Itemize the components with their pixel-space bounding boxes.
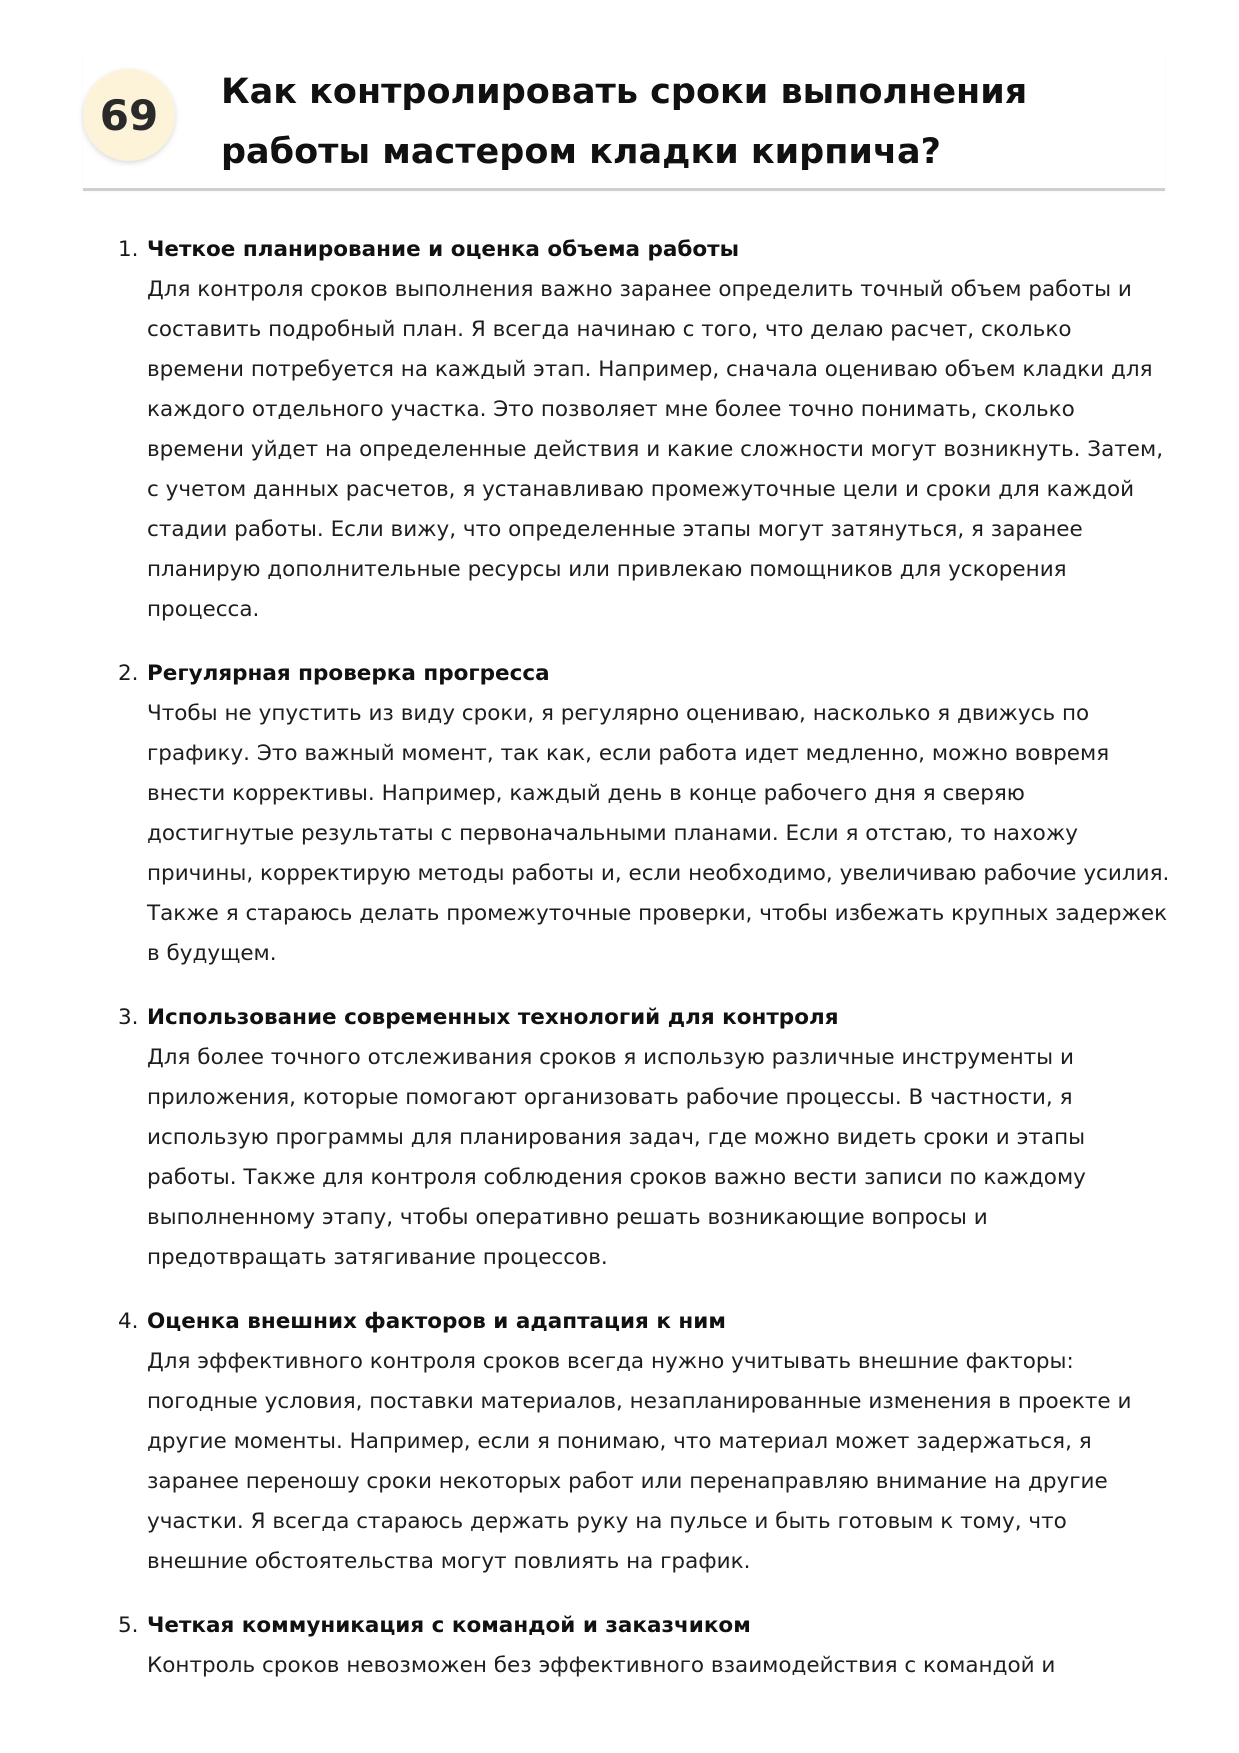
page-header — [83, 52, 1165, 191]
item-body: Для контроля сроков выполнения важно заранее определить точный объем работы и составить подробный план. Я всегда начинаю с того, что делаю расчет, сколько времени потребуется на каждый этап. Например, сначала оцениваю объем кладки для каждого отдельного участка. Это позволяет мне более точно понимать, сколько времени уйдет на определенные действия и какие сложности могут возникнуть. Затем, с учетом данных расчетов, я устанавливаю промежуточные цели и сроки для каждой стадии работы. Если вижу, что определенные этапы могут затянуться, я заранее планирую дополнительные ресурсы или привлекаю помощников для ускорения процесса. — [147, 277, 1164, 622]
item-number: 4. — [118, 1309, 139, 1334]
list-item — [110, 1606, 1170, 1686]
item-number: 3. — [118, 1005, 139, 1030]
item-heading: Регулярная проверка прогресса — [147, 661, 550, 686]
item-heading: Четкая коммуникация с командой и заказчиком — [147, 1613, 751, 1638]
item-number: 5. — [118, 1613, 139, 1638]
list-item — [110, 998, 1170, 1278]
item-body: Для более точного отслеживания сроков я использую различные инструменты и приложения, которые помогают организовать рабочие процессы. В частности, я использую программы для планирования задач, где можно видеть сроки и этапы работы. Также для контроля соблюдения сроков важно вести записи по каждому выполненному этапу, чтобы оперативно решать возникающие вопросы и предотвращать затягивание процессов. — [147, 1045, 1086, 1270]
list-item — [110, 230, 1170, 630]
answer-list — [110, 230, 1170, 1710]
page-title: Как контролировать сроки выполнения работы мастером кладки кирпича? — [221, 72, 1028, 172]
item-heading: Оценка внешних факторов и адаптация к ним — [147, 1309, 726, 1334]
item-body: Контроль сроков невозможен без эффективного взаимодействия с командой и — [147, 1653, 1056, 1678]
item-heading: Четкое планирование и оценка объема работы — [147, 237, 740, 262]
item-body: Чтобы не упустить из виду сроки, я регулярно оцениваю, насколько я движусь по графику. Это важный момент, так как, если работа идет медленно, можно вовремя внести коррективы. Например, каждый день в конце рабочего дня я сверяю достигнутые результаты с первоначальными планами. Если я отстаю, то нахожу причины, корректирую методы работы и, если необходимо, увеличиваю рабочие усилия. Также я стараюсь делать промежуточные проверки, чтобы избежать крупных задержек в будущем. — [147, 701, 1170, 966]
item-body: Для эффективного контроля сроков всегда нужно учитывать внешние факторы: погодные условия, поставки материалов, незапланированные изменения в проекте и другие моменты. Например, если я понимаю, что материал может задержаться, я заранее переношу сроки некоторых работ или перенаправляю внимание на другие участки. Я всегда стараюсь держать руку на пульсе и быть готовым к тому, что внешние обстоятельства могут повлиять на график. — [147, 1349, 1132, 1574]
question-number-badge: 69 — [83, 69, 175, 161]
item-number: 2. — [118, 661, 139, 686]
list-item — [110, 654, 1170, 974]
list-item — [110, 1302, 1170, 1582]
item-heading: Использование современных технологий для контроля — [147, 1005, 839, 1030]
item-number: 1. — [118, 237, 139, 262]
